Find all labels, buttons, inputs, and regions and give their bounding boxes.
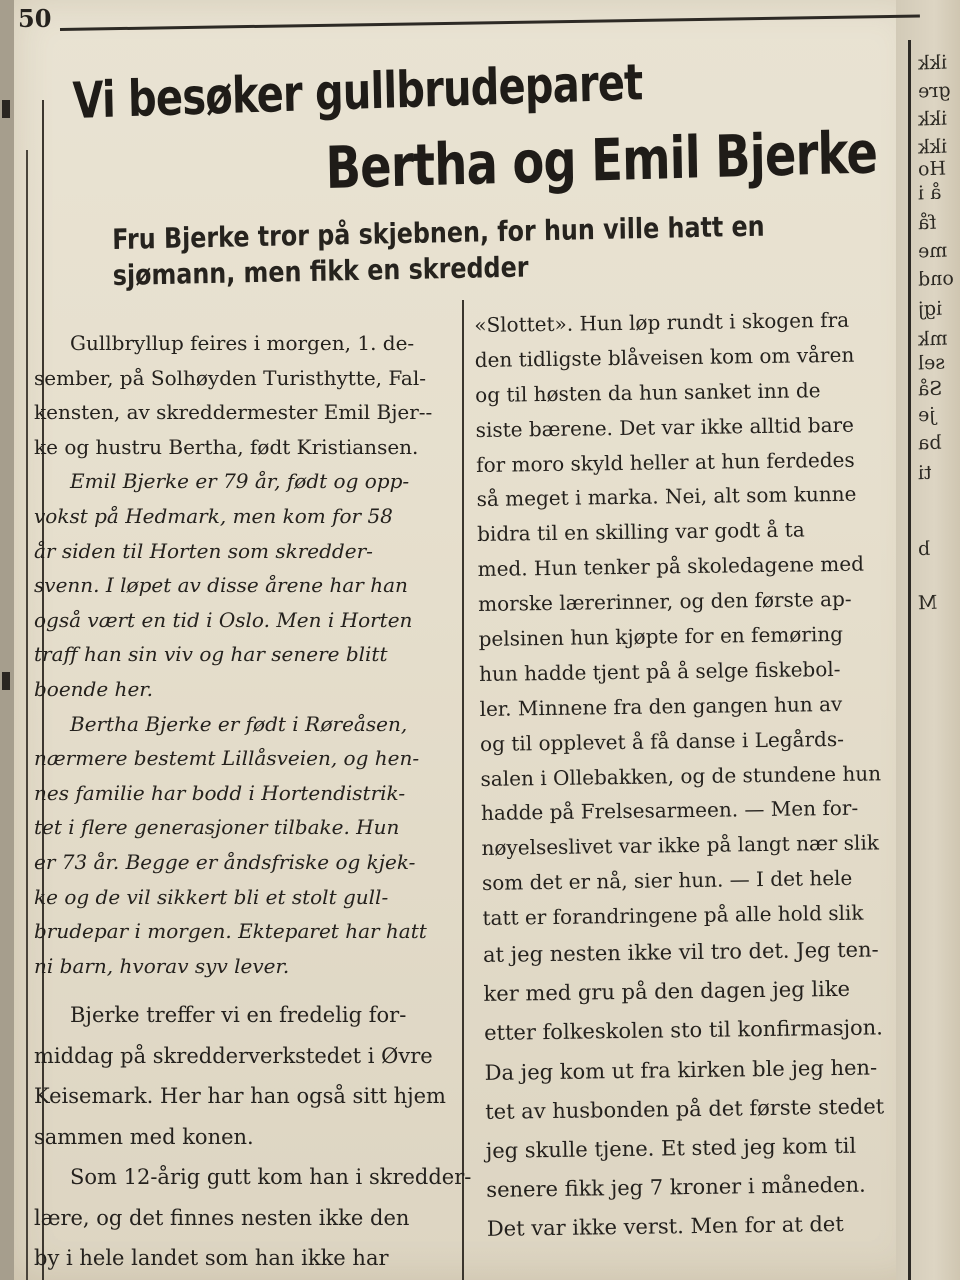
margin-fragment: sel: [917, 351, 946, 375]
text-line: så meget i marka. Nei, alt som kunne: [476, 482, 857, 512]
margin-fragment: me: [917, 239, 948, 263]
text-line: ke og de vil sikkert bli et stolt gull-: [34, 884, 389, 909]
text-line: Det var ikke verst. Men for at det: [486, 1212, 844, 1242]
text-line: boende her.: [34, 676, 153, 701]
text-line: senere fikk jeg 7 kroner i måneden.: [486, 1172, 866, 1203]
text-line: Bertha Bjerke er født i Røreåsen,: [70, 711, 408, 736]
text-line: sammen med konen.: [34, 1124, 254, 1149]
text-line: kensten, av skreddermester Emil Bjer--: [34, 400, 433, 425]
text-line: som det er nå, sier hun. — I det hele: [481, 866, 853, 896]
margin-fragment: Ho: [917, 157, 947, 181]
text-line: nærmere bestemt Lillåsveien, og hen-: [34, 746, 420, 771]
text-line: og til opplevet å få danse i Legårds-: [479, 726, 845, 756]
margin-fragment: mk: [917, 327, 948, 351]
left-article-column: [34, 326, 472, 1279]
margin-fragment: få: [917, 211, 937, 235]
torn-left-edge: [0, 0, 14, 1280]
text-line: sember, på Solhøyden Turisthytte, Fal-: [34, 365, 426, 390]
text-line: år siden til Horten som skredder-: [34, 538, 373, 563]
text-line: for moro skyld heller at hun ferdedes: [476, 447, 855, 477]
margin-fragment: ikk: [917, 135, 948, 159]
text-line: traff han sin viv og har senere blitt: [34, 642, 388, 667]
text-line: salen i Ollebakken, og de stundene hun: [480, 760, 882, 791]
text-line: lære, og det finnes nesten ikke den: [34, 1205, 410, 1230]
text-line: jeg skulle tjene. Et sted jeg kom til: [485, 1133, 857, 1163]
text-line: Emil Bjerke er 79 år, født og opp-: [70, 469, 410, 494]
margin-fragment: ond: [917, 267, 955, 291]
text-line: nøyelseslivet var ikke på langt nær slik: [481, 830, 880, 861]
text-line: morske lærerinner, og den første ap-: [477, 586, 852, 617]
margin-fragment: ikk: [917, 51, 948, 75]
text-line: den tidligste blåveisen kom om våren: [474, 342, 855, 372]
headline-line-1: Vi besøker gullbrudeparet: [72, 53, 644, 130]
text-line: Keisemark. Her har han også sitt hjem: [34, 1084, 446, 1109]
margin-fragment: M: [917, 591, 938, 615]
text-line: Da jeg kom ut fra kirken ble jeg hen-: [484, 1055, 878, 1085]
text-line: er 73 år. Begge er åndsfriske og kjek-: [34, 849, 416, 874]
column-divider: [462, 300, 464, 1280]
text-line: Som 12-årig gutt kom han i skredder-: [70, 1165, 472, 1190]
text-line: ker med gru på den dagen jeg like: [483, 977, 851, 1007]
text-line: middag på skredderverkstedet i Øvre: [34, 1043, 433, 1068]
text-line: at jeg nesten ikke vil tro det. Jeg ten-: [482, 937, 879, 967]
left-column-rule: [26, 150, 28, 1280]
margin-fragment: je: [917, 403, 936, 427]
text-line: vokst på Hedmark, men kom for 58: [34, 503, 393, 528]
text-line: Bjerke treffer vi en fredelig for-: [70, 1003, 407, 1028]
margin-fragment: b: [917, 537, 931, 561]
margin-fragment: å i: [917, 181, 942, 205]
text-line: pelsinen hun kjøpte for en femøring: [478, 621, 844, 651]
subheadline: Fru Bjerke tror på skjebnen, for hun ville hatt en sjømann, men fikk en skredder: [112, 209, 765, 292]
margin-fragment: gre: [917, 79, 951, 103]
text-line: tatt er forandringene på alle hold slik: [482, 900, 864, 931]
right-article-column: [474, 302, 927, 1250]
margin-fragment: Så: [917, 377, 943, 401]
text-line: «Slottet». Hun løp rundt i skogen fra: [474, 307, 850, 337]
margin-fragment: ti: [917, 461, 933, 485]
text-line: etter folkeskolen sto til konfirmasjon.: [483, 1015, 884, 1046]
margin-fragment: ikk: [917, 107, 948, 131]
headline-line-2: Bertha og Emil Bjerke: [325, 118, 878, 202]
text-line: ni barn, hvorav syv lever.: [34, 953, 290, 978]
text-line: ke og hustru Bertha, født Kristiansen.: [34, 434, 419, 459]
text-line: by i hele landet som han ikke har: [34, 1246, 389, 1271]
text-line: nes familie har bodd i Hortendistrik-: [34, 780, 406, 805]
text-line: og til høsten da hun sanket inn de: [475, 377, 821, 407]
text-line: hadde på Frelsesarmeen. — Men for-: [480, 796, 859, 826]
text-line: hun hadde tjent på å selge fiskebol-: [478, 656, 841, 686]
text-line: siste bærene. Det var ikke alltid bare: [475, 412, 855, 442]
text-line: tet av husbonden på det første stedet: [485, 1094, 885, 1124]
text-line: med. Hun tenker på skoledagene med: [477, 551, 865, 582]
margin-fragment: ba: [917, 431, 942, 455]
text-line: brudepar i morgen. Ekteparet har hatt: [34, 919, 427, 944]
page-number: 50: [18, 4, 52, 33]
text-line: også vært en tid i Oslo. Men i Horten: [34, 607, 413, 632]
text-line: tet i flere generasjoner tilbake. Hun: [34, 815, 400, 840]
text-line: ler. Minnene fra den gangen hun av: [479, 691, 843, 721]
margin-fragment: igj: [917, 297, 943, 321]
text-line: Gullbryllup feires i morgen, 1. de-: [70, 331, 415, 355]
text-line: bidra til en skilling var godt å ta: [476, 517, 805, 547]
text-line: svenn. I løpet av disse årene har han: [34, 573, 408, 598]
